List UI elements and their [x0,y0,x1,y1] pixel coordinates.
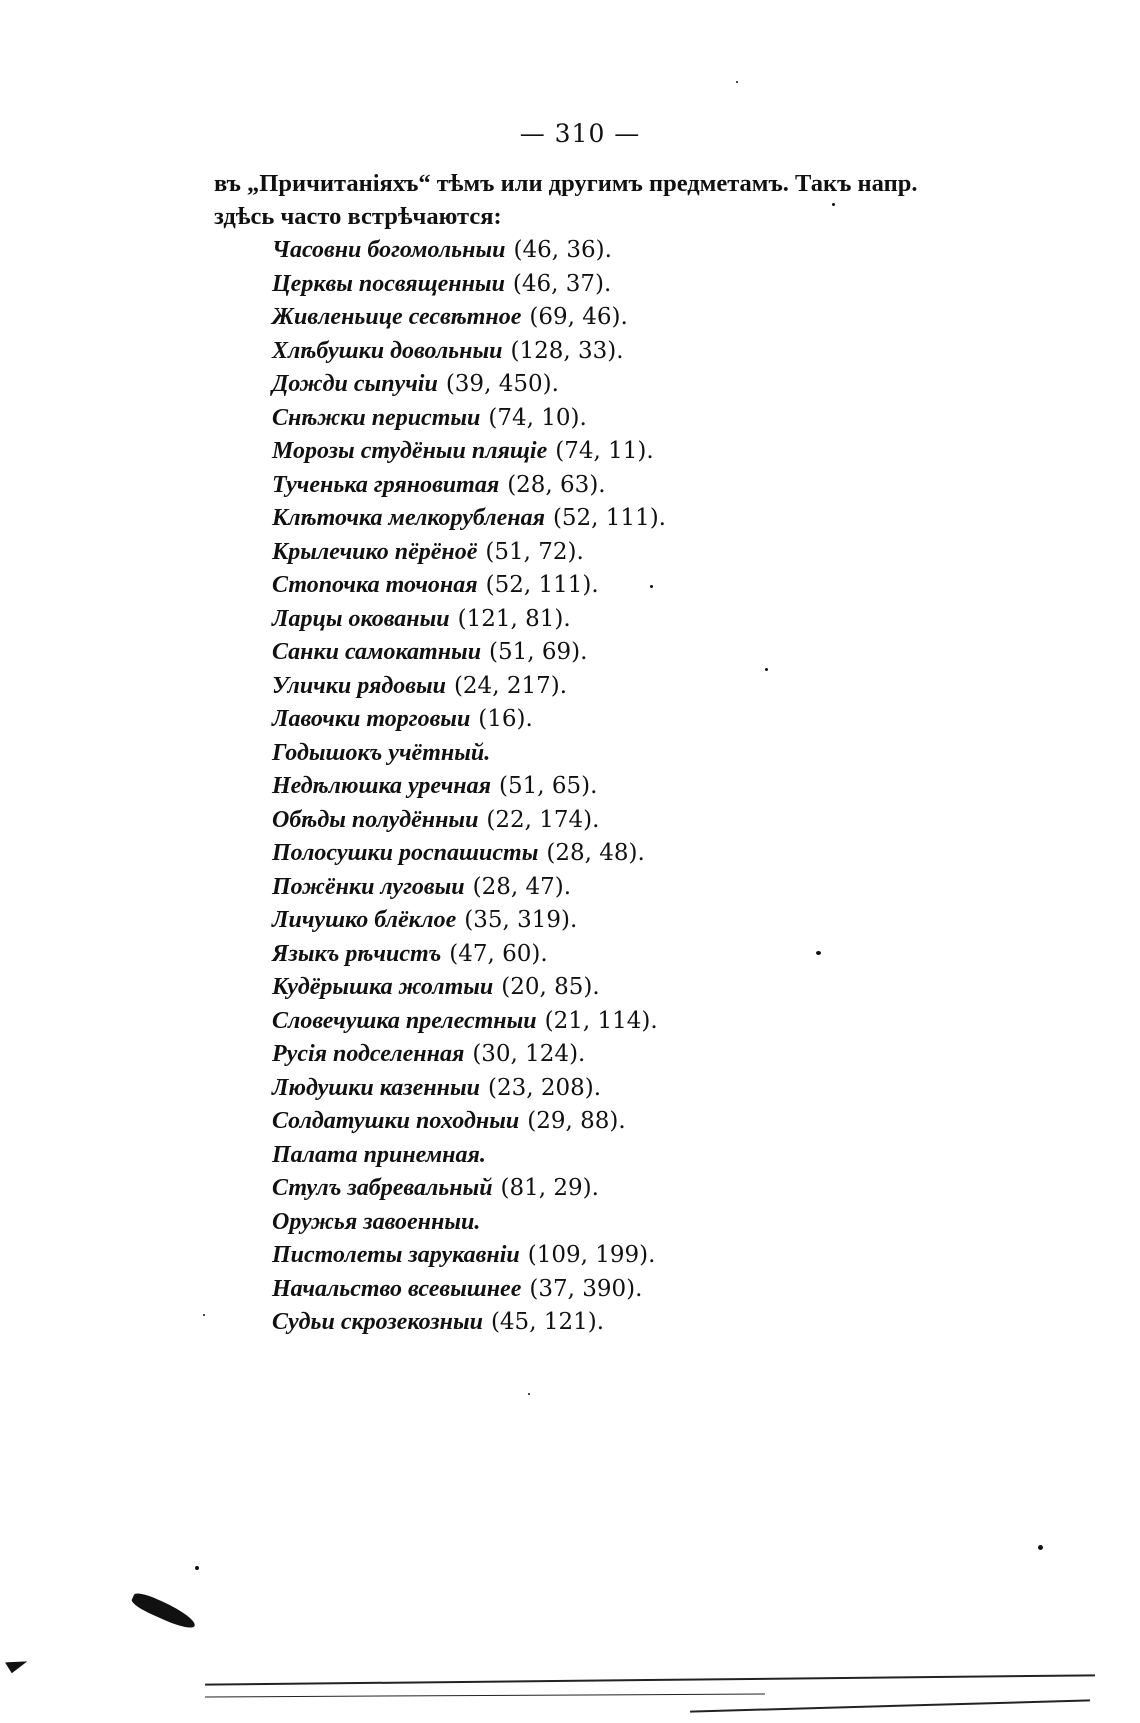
entry-reference: (52, 111). [485,572,599,598]
entry-reference: (51, 69). [489,639,588,665]
entry-reference: (20, 85). [501,974,600,1000]
entry-reference: (46, 36). [513,237,612,263]
list-item [272,669,666,703]
page-number: — 310 — [519,119,641,148]
list-item [272,1138,666,1172]
entry-reference: (28, 47). [472,873,572,900]
entry-reference: (51, 65). [499,773,598,799]
list-item [272,937,666,971]
entry-reference: (121, 81). [457,605,571,632]
entry-phrase: Русія подселенная [272,1041,465,1067]
entry-phrase: Крылечико пёрёноё [272,538,478,565]
entry-reference: (74, 11). [555,438,654,464]
entry-phrase: Личушко блёклое [272,907,457,933]
list-item [272,568,666,602]
scan-speck [832,203,835,206]
entry-reference: (16). [478,706,533,732]
scan-speck [736,81,738,83]
entry-phrase: Живленьице сесвѣтное [272,304,522,330]
entry-phrase: Часовни богомольныи [272,237,506,263]
entry-reference: (30, 124). [472,1041,586,1067]
entry-reference: (39, 450). [445,371,559,397]
entry-reference: (45, 121). [490,1309,604,1335]
list-item [272,1171,666,1205]
list-item [272,635,666,669]
entry-phrase: Начальство всевышнее [272,1275,522,1302]
entry-phrase: Словечушка прелестныи [272,1007,537,1034]
scan-speck [650,585,653,588]
entry-reference: (109, 199). [527,1242,656,1268]
entry-reference: (81, 29). [500,1175,599,1201]
list-item [272,1305,666,1339]
entry-reference: (74, 10). [488,404,587,431]
entry-phrase: Судьи скрозекозныи [272,1309,483,1335]
entry-reference: (28, 63). [507,471,606,498]
entry-phrase: Стопочка точоная [272,572,478,598]
entry-reference: (52, 111). [552,505,666,531]
scan-line [690,1699,1090,1712]
entry-reference: (51, 72). [485,538,584,565]
entry-phrase: Санки самокатныи [272,639,482,665]
list-item [272,367,666,401]
list-item [272,434,666,468]
list-item [272,401,666,435]
entry-phrase: Обѣды полудённыи [272,806,479,833]
entry-phrase: Пистолеты зарукавніи [272,1242,520,1268]
entry-reference: (69, 46). [529,304,628,330]
scan-speck [203,1314,205,1316]
scan-line [205,1694,765,1698]
scan-smudge [130,1590,199,1632]
list-item [272,803,666,837]
list-item [272,1037,666,1071]
entry-phrase: Людушки казенныи [272,1074,480,1101]
list-item [272,1004,666,1038]
intro-line: здѣсь часто встрѣчаются: [214,203,502,230]
entry-phrase: Клѣточка мелкорубленая [272,505,545,531]
scan-speck [765,668,768,671]
list-item [272,501,666,535]
entry-reference: (128, 33). [510,337,624,364]
list-item [272,1238,666,1272]
scan-corner-mark [5,1658,29,1674]
entry-phrase: Годышокъ учётный. [272,739,491,766]
entry-phrase: Лавочки торговыи [272,706,471,732]
phrase-list [272,233,666,1339]
entry-reference: (46, 37). [512,270,612,297]
list-item [272,769,666,803]
entry-phrase: Церквы посвященныи [272,270,505,297]
list-item [272,970,666,1004]
intro-paragraph [214,167,974,233]
entry-reference: (24, 217). [453,672,567,699]
list-item [272,267,666,301]
list-item [272,870,666,904]
list-item [272,1272,666,1306]
entry-phrase: Полосушки роспашисты [272,840,539,866]
list-item [272,1071,666,1105]
entry-phrase: Стулъ забревальный [272,1175,493,1201]
list-item [272,736,666,770]
scan-speck [528,1393,530,1395]
entry-phrase: Оружья завоенныи. [272,1208,481,1235]
list-item [272,1104,666,1138]
list-item [272,903,666,937]
list-item [272,602,666,636]
entry-phrase: Солдатушки походныи [272,1108,520,1134]
entry-reference: (28, 48). [546,840,645,866]
entry-phrase: Улички рядовыи [272,672,446,699]
list-item [272,836,666,870]
list-item [272,233,666,267]
entry-reference: (21, 114). [544,1007,658,1034]
list-item [272,535,666,569]
scan-speck [195,1566,199,1570]
scan-speck [1038,1545,1043,1550]
list-item [272,1205,666,1239]
entry-phrase: Хлѣбушки довольныи [272,337,503,364]
entry-phrase: Кудёрышка жолтыи [272,974,494,1000]
entry-reference: (29, 88). [527,1108,626,1134]
entry-reference: (37, 390). [529,1275,643,1302]
entry-phrase: Снѣжки перистыи [272,404,481,431]
entry-phrase: Языкъ рѣчистъ [272,940,442,967]
entry-phrase: Ларцы окованыи [272,605,450,632]
entry-phrase: Пожёнки луговыи [272,873,465,900]
entry-phrase: Дожди сыпучіи [272,371,438,397]
entry-reference: (47, 60). [449,940,548,967]
entry-phrase: Недѣлюшка уречная [272,773,491,799]
scan-speck [816,951,821,955]
entry-reference: (35, 319). [464,907,578,933]
list-item [272,702,666,736]
entry-phrase: Морозы студёныи плящіе [272,438,548,464]
entry-reference: (23, 208). [487,1074,602,1101]
scan-line [205,1674,1095,1685]
list-item [272,300,666,334]
list-item [272,334,666,368]
entry-phrase: Тученька гряновитая [272,471,500,498]
entry-phrase: Палата принемная. [272,1141,486,1168]
list-item [272,468,666,502]
intro-line: въ „Причитаніяхъ“ тѣмъ или другимъ предметамъ. Такъ напр. [214,170,918,197]
entry-reference: (22, 174). [486,806,600,833]
